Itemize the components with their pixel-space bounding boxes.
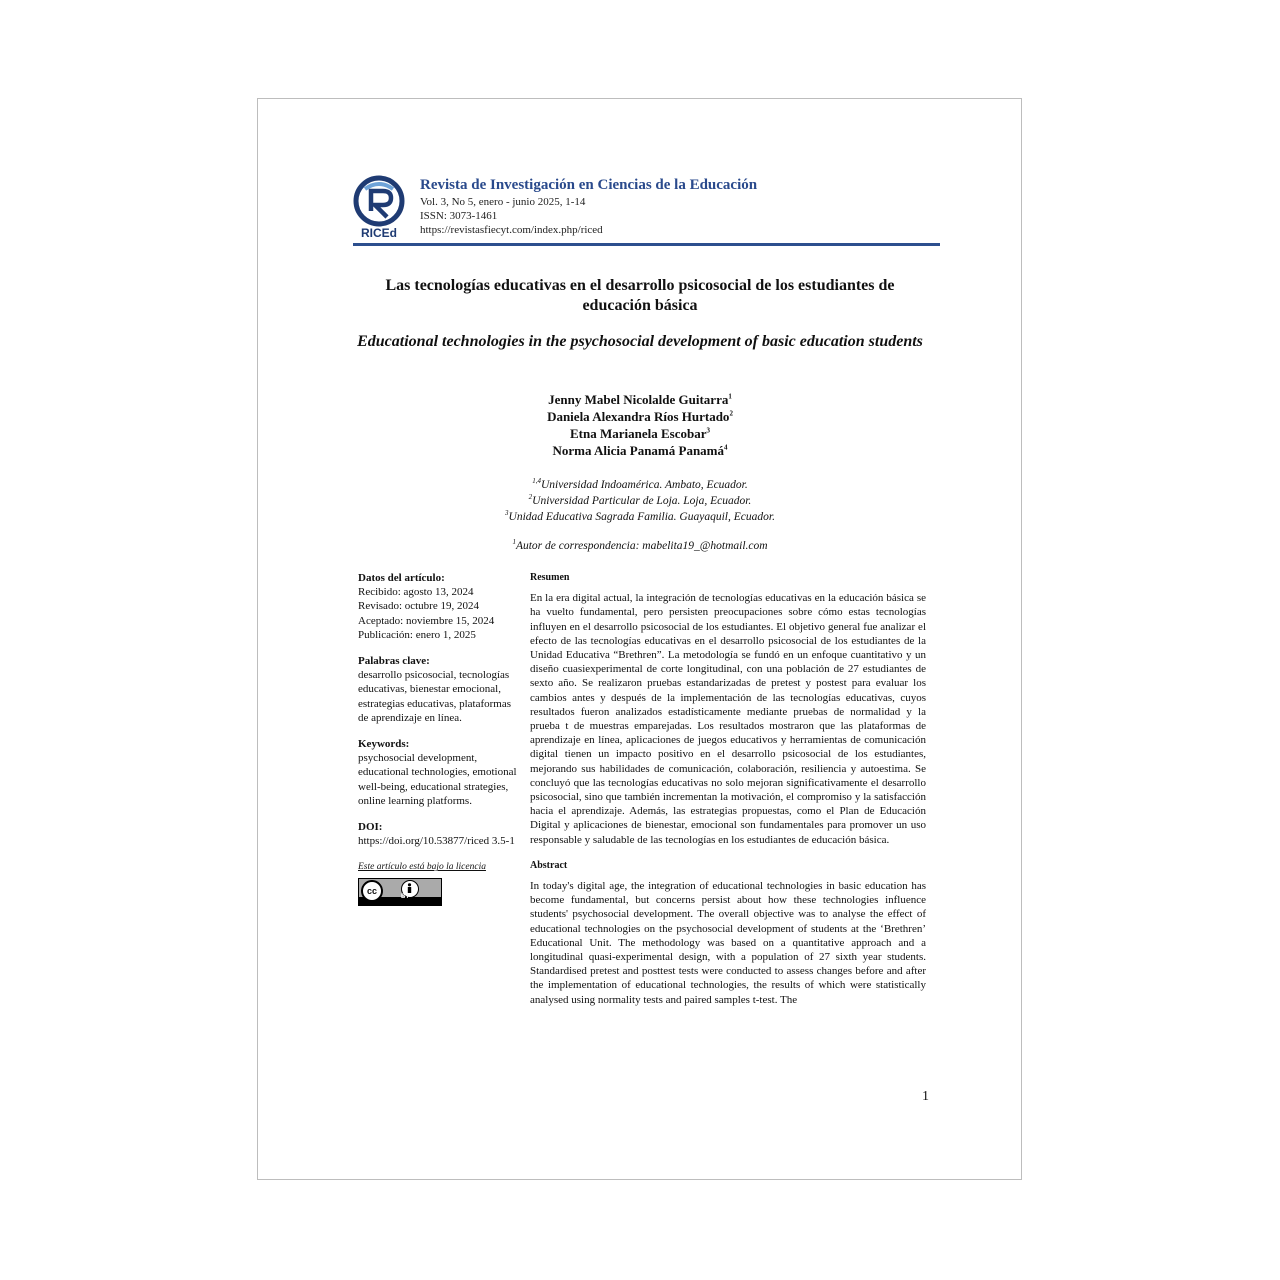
keywords-text: psychosocial development, educational technologies, emotional well-being, educational strategies, online learning platforms. [358, 752, 517, 807]
affiliation: $^2$Universidad Particular de Loja. Loja, Ecuador. [528, 493, 752, 507]
article-dates [358, 571, 524, 642]
correspondence: $^1$Autor de correspondencia: mabelita19_@hotmail.com [512, 538, 768, 552]
accepted-date: Aceptado: noviembre 15, 2024 [358, 614, 495, 627]
cc-by-badge[interactable] [358, 878, 442, 906]
affiliations [353, 477, 927, 525]
author: Daniela Alexandra Ríos Hurtado$^2$ [547, 409, 733, 424]
published-date: Publicación: enero 1, 2025 [358, 628, 476, 641]
page-number: 1 [922, 1089, 929, 1104]
volume-line: Vol. 3, No 5, enero - junio 2025, 1-14 [420, 196, 586, 208]
keywords-heading: Keywords: [358, 738, 410, 751]
cc-icon: cc [361, 880, 383, 902]
affiliation: $^3$Unidad Educativa Sagrada Familia. Guayaquil, Ecuador. [505, 509, 775, 523]
journal-title: Revista de Investigación en Ciencias de la Educación [420, 177, 758, 193]
palabras-clave-heading: Palabras clave: [358, 655, 430, 668]
resumen-text: En la era digital actual, la integración de tecnologías educativas en la educación básica se ha vuelto fundamental, pero persisten preocupaciones sobre cómo estas tecnologías influyen en el desarrollo psicosocial de los estudiantes. El objetivo general fue analizar el efecto de las tecnologías educativas en el desarrollo psicosocial de los estudiantes de la Unidad Educativa “Brethren”. La metodología se fundó en un enfoque cuantitativo y un diseño cuasiexperimental de corte longitudinal, con una población de 27 estudiantes de sexto año. Se realizaron pruebas estandarizadas de pretest y postest para evaluar los cambios antes y después de la implementación de las tecnologías educativas, cuyos resultados fueron analizados estadísticamente mediante pruebas de normalidad y la prueba t de muestras emparejadas. Los resultados mostraron que las plataformas de aprendizaje en línea, aplicaciones de juegos educativos y herramientas de comunicación digital tienen un impacto positivo en el desarrollo psicosocial de los estudiantes, mejorando sus habilidades de comunicación, colaboración, resiliencia y autoestima. Se concluyó que las tecnologías educativas no solo mejoran significativamente el desarrollo psicosocial, sino que también incrementan la motivación, el compromiso y la satisfacción hacia el aprendizaje. Además, las estrategias propuestas, como el Plan de Educación Digital y aplicaciones de bienestar, emocional son fundamentales para promover un uso responsable y saludable de las tecnologías en los estudiantes de educación básica. [530, 592, 926, 846]
author: Etna Marianela Escobar$^3$ [570, 426, 710, 441]
doi [358, 820, 524, 848]
by-label: BY [401, 894, 410, 901]
doi-heading: DOI: [358, 821, 383, 834]
author-list [353, 391, 927, 459]
title-english: Educational technologies in the psychosocial development of basic education students [357, 333, 923, 350]
resumen-heading: Resumen [530, 572, 570, 583]
article-sidebar [358, 571, 524, 906]
affiliation: $^{1,4}$Universidad Indoamérica. Ambato, Ecuador. [532, 477, 748, 491]
palabras-clave [358, 654, 524, 725]
journal-logo [353, 175, 405, 241]
issn: ISSN: 3073-1461 [420, 210, 498, 222]
abstract-text: In today's digital age, the integration of educational technologies in basic education has become fundamental, but concerns persist about how these technologies influence students' psychosocial development. The overall objective was to analyse the effect of educational technologies on the psychosocial development of students at the ‘Brethren’ Educational Unit. The methodology was based on a quantitative approach and a longitudinal quasi-experimental design, with a population of 27 sixth year students. Standardised pretest and posttest tests were conducted to assess changes before and after the implementation of educational technologies, the results of which were statistically analysed using normality tests and paired samples t-test. The [530, 880, 926, 1006]
article-data-heading: Datos del artículo: [358, 572, 445, 584]
palabras-clave-text: desarrollo psicosocial, tecnologías educativas, bienestar emocional, estrategias educativas, plataformas de aprendizaje en línea. [358, 669, 512, 724]
abstract-heading: Abstract [530, 859, 568, 871]
doi-link[interactable]: https://doi.org/10.53877/riced 3.5-1 [358, 835, 515, 848]
license-text[interactable]: Este artículo está bajo la licencia [358, 862, 486, 873]
riced-logo-icon [353, 175, 405, 227]
revised-date: Revisado: octubre 19, 2024 [358, 600, 479, 613]
license [358, 860, 524, 905]
title-spanish: Las tecnologías educativas en el desarrollo psicosocial de los estudiantes de educación básica [385, 277, 895, 314]
logo-text: RICEd [361, 226, 397, 240]
journal-url[interactable]: https://revistasfiecyt.com/index.php/riced [420, 224, 603, 236]
keywords [358, 737, 524, 808]
abstract-column [530, 571, 926, 1007]
header-rule [353, 243, 940, 246]
document-page [257, 98, 1022, 1180]
author: Norma Alicia Panamá Panamá$^4$ [552, 443, 728, 458]
author: Jenny Mabel Nicolalde Guitarra$^1$ [548, 392, 732, 407]
received-date: Recibido: agosto 13, 2024 [358, 586, 474, 599]
